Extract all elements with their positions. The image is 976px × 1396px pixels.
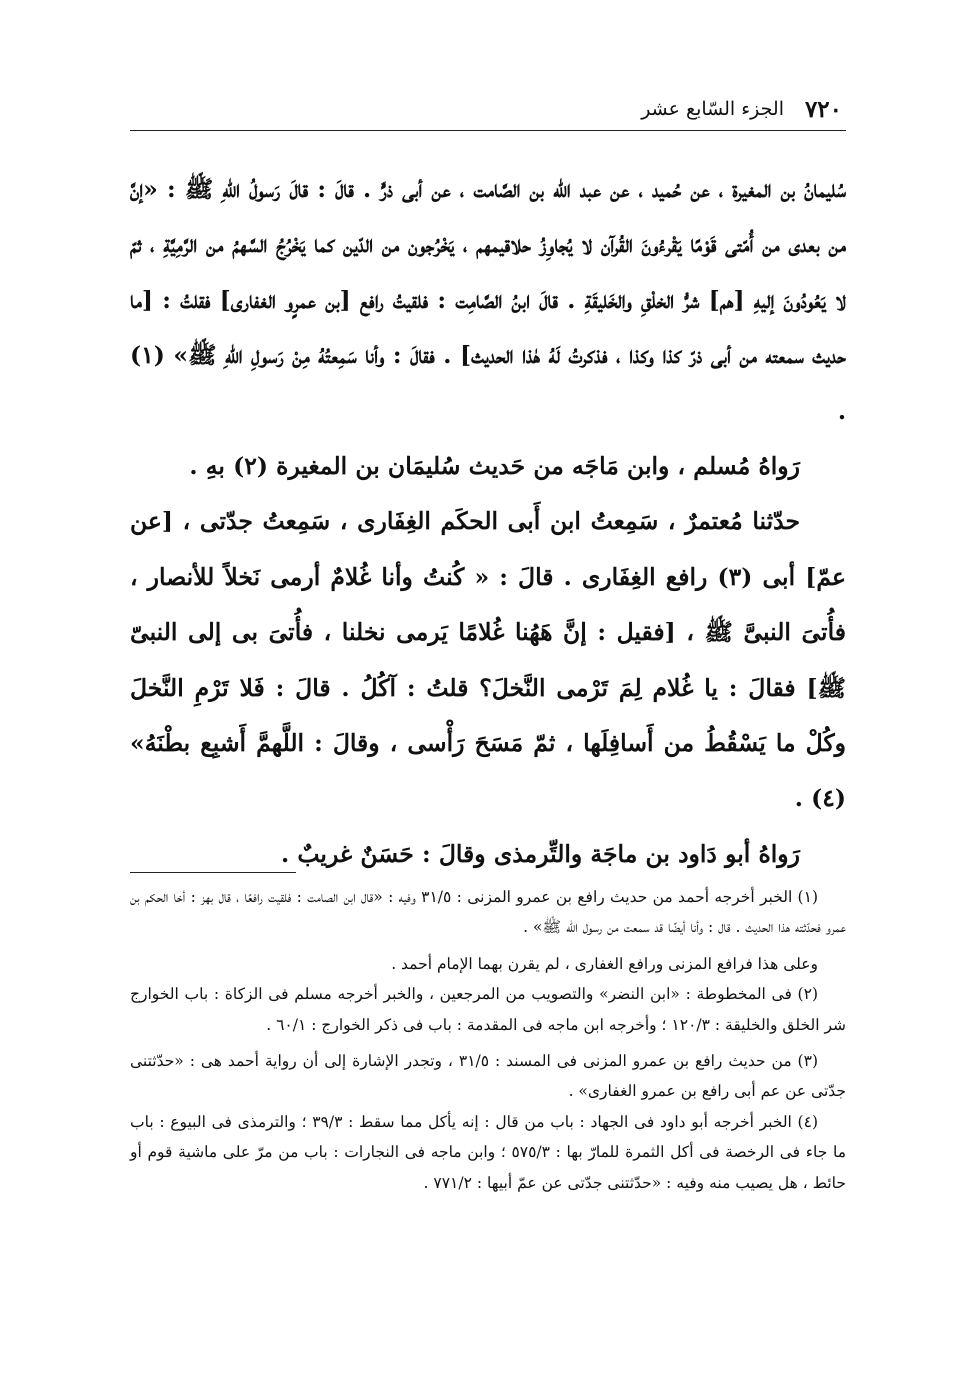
page-number: ٧٢٠: [804, 96, 842, 123]
hadith-paragraph-2: حدّثنا مُعتمرٌ ، سَمِعتُ ابن أَبى الحكَم الغِفَارى ، سَمِعتُ جدّتى ، [عن عمّ] أبى (٣) رافع الغِفَارى . قالَ : « كُنتُ وأنا غُلامٌ أرمى نَخلاً للأنصار ، فأُتىَ النبىَّ ﷺ ، [فقيل : إنَّ هَهُنا غُلامًا يَرمى نخلنا ، فأُتىَ بى إلى النبىّ ﷺ] فقالَ : يا غُلام لِمَ تَرْمى النَّخلَ؟ قلتُ : آكُلُ . قالَ : فَلا تَرْمِ النَّخلَ وكُلْ ما يَسْقُطُ من أَسافِلَها ، ثمّ مَسَحَ رَأْسى ، وقالَ : اللَّهمَّ أَشبِع بطْنَهُ» (٤) .: [130, 507, 847, 813]
running-header: [130, 92, 846, 131]
narration-note-1: رَواهُ مُسلم ، وابن مَاجَه من حَديث سُليمَان بن المغيرة (٢) بهِ .: [189, 452, 800, 481]
footnote-4: (٤) الخبر أخرجه أبو داود فى الجهاد : باب من قال : إنه يأكل مما سقط : ٣٩/٣ ؛ والترمذى فى البيوع : باب ما جاء فى الرخصة فى أكل الثمرة للمارّ بها : ٥٧٥/٣ ؛ وابن ماجه فى النجارات : باب من مرّ على ماشية قوم أو حائط ، هل يصيب منه وفيه : «حدّثتنى جدّتى عن عمّ أبيها : ٧٧١/٢ .: [130, 1112, 847, 1192]
footnote-1: (١) الخبر أخرجه أحمد من حديث رافع بن عمرو المزنى : ٣١/٥ وفيه : «قال ابن الصامت : فلقيت رافعًا ، قال بهز : أخا الحكم بن عمرو فحدّثته هذا الحديث . قال : وأنا أيضًا قد سمعت من رسول الله ﷺ» .: [130, 888, 846, 937]
hadith-paragraph-1: سُليمانُ بن المغيرة ، عن حُميد ، عن عبد الله بن الصَّامت ، عن أبى ذرٍّ . قالَ : قالَ رَسولُ اللهِ ﷺ : «إنَّ من بعدى من أُمّتى قَوْمًا يَقْرءُونَ القُرآن لا يُجاوِزُ حلاقيمهم ، يَخْرُجون من الدّين كما يَخْرُجُ السَّهمُ من الرَّمِيَّةِ ، ثمّ لا يَعُودُونَ إليهِ [هم] شرُّ الخلْقِ والخَليقَةِ . قالَ ابنُ الصَّامِت : فلقيتُ رافع [بن عمرٍو الغفارى] فقلتُ : [ما حديث سمعته من أبى ذرّ كذا وكذا ، فذكرتُ لَهُ هٰذا الحديث] . فقالَ : وأنا سَمِعتُهُ مِنْ رَسولِ اللهِ ﷺ» (١) .: [130, 175, 846, 425]
footnote-1-continuation: وعلى هذا فرافع المزنى ورافع الغفارى ، لم يقرن بهما الإمام أحمد .: [391, 954, 818, 973]
volume-title: الجزء السّابع عشر: [641, 98, 784, 120]
main-text: [130, 162, 846, 882]
narration-note-2: رَواهُ أبو دَاود بن ماجَة والتِّرمذى وقالَ : حَسَنٌ غريبٌ .: [280, 839, 800, 868]
footnote-divider: [130, 872, 296, 873]
footnote-3: (٣) من حديث رافع بن عمرو المزنى فى المسند : ٣١/٥ ، وتجدر الإشارة إلى أن رواية أحمد هى : «حدّثتنى جدّتى عن عم أبى رافع بن عمرو الغفارى» .: [130, 1052, 846, 1101]
footnote-2: (٢) فى المخطوطة : «ابن النضر» والتصويب من المرجعين ، والخبر أخرجه مسلم فى الزكاة : باب الخوارج شر الخلق والخليقة : ١٢٠/٣ ؛ وأخرجه ابن ماجه فى المقدمة : باب فى ذكر الخوارج : ٦٠/١ .: [130, 985, 846, 1034]
footnotes: [130, 882, 846, 1198]
